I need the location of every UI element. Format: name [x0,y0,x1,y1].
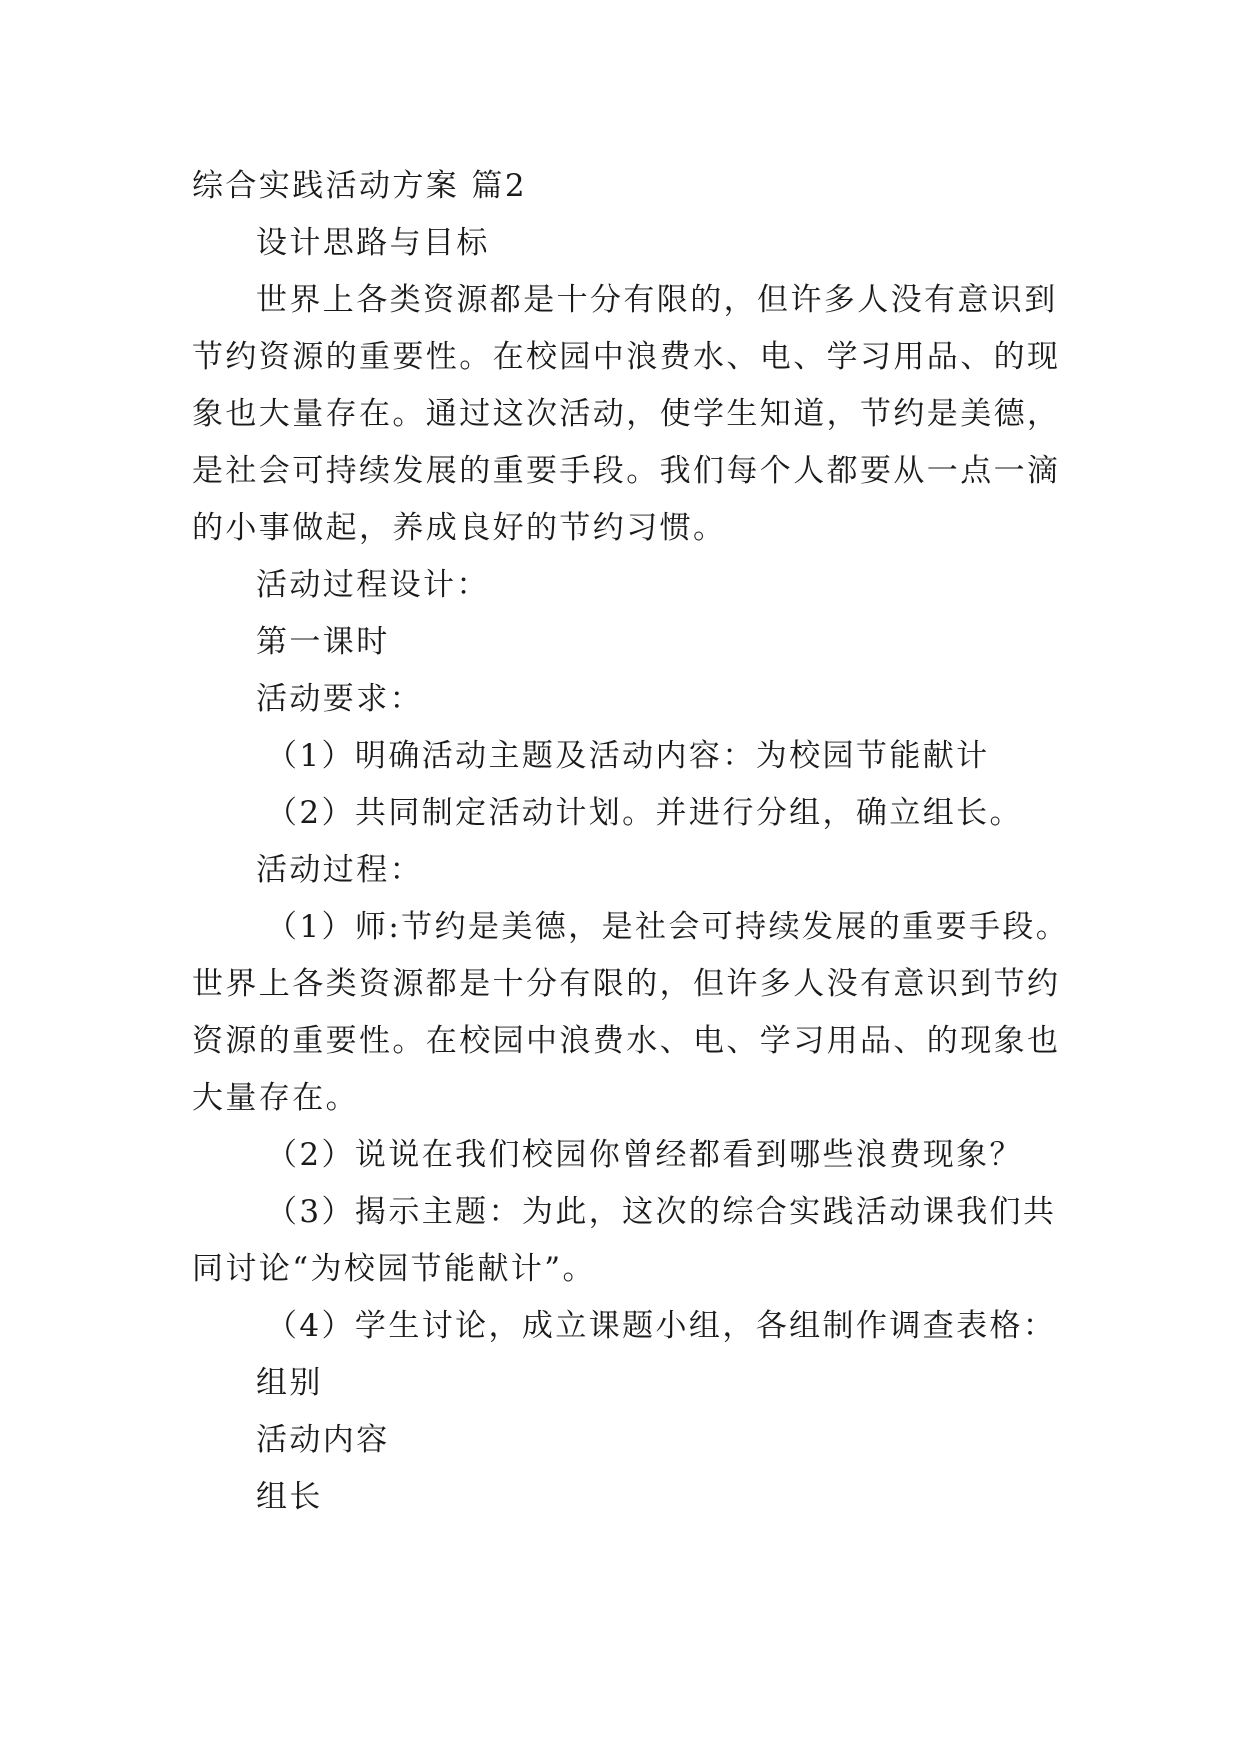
list-item: （2）共同制定活动计划。并进行分组，确立组长。 [266,795,1023,831]
list-item: （1）师:节约是美德，是社会可持续发展的重要手段。 [266,909,1070,945]
table-header-leader: 组长 [256,1479,323,1515]
list-item: （2）说说在我们校园你曾经都看到哪些浪费现象？ [266,1137,1023,1173]
paragraph-line: 资源的重要性。在校园中浪费水、电、学习用品、的现象也 [192,1023,1061,1059]
paragraph-line: 大量存在。 [192,1080,359,1116]
section-heading-requirements: 活动要求： [256,681,423,717]
paragraph-line: 世界上各类资源都是十分有限的，但许多人没有意识到节约 [192,966,1061,1002]
list-item: （3）揭示主题：为此，这次的综合实践活动课我们共 [266,1194,1057,1230]
section-heading-design: 设计思路与目标 [256,225,490,261]
table-header-content: 活动内容 [256,1422,390,1458]
paragraph-line: 的小事做起，养成良好的节约习惯。 [192,510,727,546]
document-title: 综合实践活动方案 篇2 [192,168,527,204]
paragraph-line: 是社会可持续发展的重要手段。我们每个人都要从一点一滴 [192,453,1061,489]
list-item: （1）明确活动主题及活动内容：为校园节能献计 [266,738,990,774]
paragraph-line: 节约资源的重要性。在校园中浪费水、电、学习用品、的现 [192,339,1061,375]
section-heading-process: 活动过程： [256,852,423,888]
section-heading-process-design: 活动过程设计： [256,567,490,603]
table-header-group: 组别 [256,1365,323,1401]
section-heading-first-lesson: 第一课时 [256,624,390,660]
paragraph-line: 同讨论“为校园节能献计”。 [192,1251,596,1287]
paragraph-line: 世界上各类资源都是十分有限的，但许多人没有意识到 [256,282,1058,318]
list-item: （4）学生讨论，成立课题小组，各组制作调查表格： [266,1308,1057,1344]
paragraph-line: 象也大量存在。通过这次活动，使学生知道，节约是美德， [192,396,1061,432]
